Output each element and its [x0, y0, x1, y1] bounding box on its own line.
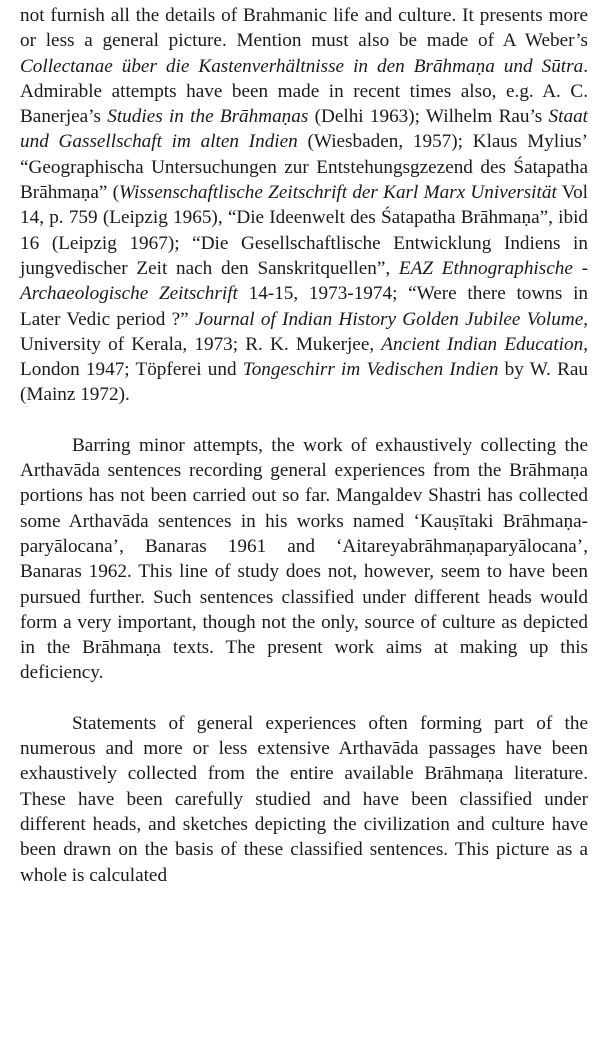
paragraph-1 [20, 3, 588, 408]
book-title: Tongeschirr im Vedischen Indien [242, 359, 499, 381]
text-run: 14-15, 1973-1974; “Were there towns in Later Vedic period ?” [20, 283, 588, 330]
journal-title: Journal of Indian History Golden Jubilee Volume [194, 308, 584, 330]
text-run: (Wiesbaden, 1957); Klaus Mylius’ “Geographischa Untersuchungen zur Entstehungsgzezend des Śatapatha Brāhmaṇa” ( [20, 131, 588, 204]
journal-title: EAZ Ethnographische - Archaeologische Zeitschrift [20, 257, 588, 305]
book-title: Studies in the Brāhmaṇas [107, 106, 309, 128]
paragraph-2 [20, 433, 588, 686]
text-run: . Admirable attempts have been made in recent times also, e.g. A. C. Banerjea’s [20, 55, 588, 128]
text-run: by W. Rau (Mainz 1972). [20, 359, 588, 406]
book-title: Collectanae über die Kastenverhältnisse in den Brāhmaṇa und Sūtra [20, 55, 584, 77]
text-run: , University of Kerala, 1973; R. K. Mukerjee, [20, 308, 589, 355]
text-run: Statements of general experiences often forming part of the numerous and more or less extensive Arthavāda passages have been exhaustively collected from the entire available Brāhmaṇa literature. These have been carefully studied and have been classified under different heads, and sketches depicting the civilization and culture have been drawn on the basis of these classified sentences. This picture as a whole is calculated [20, 712, 588, 886]
text-run: , London 1947; Töpferei und [20, 333, 588, 381]
book-title: Staat und Gassellschaft im alten Indien [20, 106, 588, 153]
text-run: Vol 14, p. 759 (Leipzig 1965), “Die Ideenwelt des Śatapatha Brāhmaṇa”, ibid 16 (Leipzig 1967); “Die Gesellschaftlische Entwicklung Indiens in jungvedischer Zeit nach den Sanskritquellen”, [20, 182, 589, 279]
text-run: Barring minor attempts, the work of exhaustively collecting the Arthavāda sentences recording general experiences from the Brāhmaṇa portions has not been carried out so far. Mangaldev Shastri has collected some Arthavāda sentences in his works named ‘Kauṣītaki Brāhmaṇa-paryālocana’, Banaras 1961 and ‘Aitareyabrāhmaṇaparyālocana’, Banaras 1962. This line of study does not, however, seem to have been pursued further. Such sentences classified under different heads would form a very important, though not the only, source of culture as depicted in the Brāhmaṇa texts. The present work aims at making up this deficiency. [20, 434, 588, 684]
text-run: (Delhi 1963); Wilhelm Rau’s [308, 106, 549, 128]
book-title: Ancient Indian Education [381, 333, 584, 355]
text-run: not furnish all the details of Brahmanic life and culture. It presents more or less a general picture. Mention must also be made of A Weber’s [20, 5, 588, 52]
document-page [20, 3, 588, 888]
paragraph-3 [20, 711, 588, 888]
journal-title: Wissenschaftlische Zeitschrift der Karl Marx Universität [119, 182, 557, 204]
